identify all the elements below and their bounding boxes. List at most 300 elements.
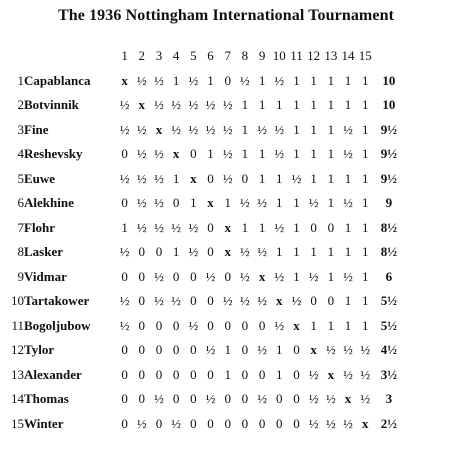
result-cell: 1	[293, 219, 300, 235]
result-cell: 1	[327, 268, 335, 284]
result-cell: 0	[258, 366, 266, 382]
player-name: Flohr	[24, 219, 56, 235]
result-cell: 0	[241, 391, 249, 407]
player-name: Euwe	[24, 170, 56, 186]
result-cell: 0	[172, 317, 180, 333]
result-cell: 0	[155, 342, 163, 358]
result-cell: 1	[172, 72, 180, 88]
result-cell: x	[258, 268, 266, 284]
result-cell: 0	[121, 146, 128, 162]
rank-cell: 6	[17, 195, 24, 211]
result-cell: 1	[344, 293, 352, 309]
result-cell: ½	[257, 244, 267, 260]
result-cell: 0	[293, 366, 300, 382]
result-cell: 1	[361, 97, 369, 113]
result-cell: 1	[276, 366, 283, 382]
result-cell: ½	[240, 293, 250, 309]
result-cell: 1	[344, 317, 352, 333]
result-cell: ½	[343, 366, 353, 382]
player-name: Capablanca	[24, 72, 91, 88]
result-cell: ½	[343, 195, 353, 211]
result-cell: 0	[276, 391, 283, 407]
result-cell: 0	[276, 415, 283, 431]
result-cell: 1	[344, 244, 352, 260]
result-cell: 1	[241, 121, 249, 137]
column-header: 7	[224, 48, 231, 64]
result-cell: 0	[241, 415, 249, 431]
result-cell: x	[310, 342, 317, 358]
column-header-row	[2, 44, 404, 69]
result-cell: ½	[274, 121, 285, 137]
result-cell: 0	[327, 293, 335, 309]
result-cell: ½	[119, 317, 130, 333]
rank-cell: 9	[17, 268, 24, 284]
result-cell: ½	[222, 121, 233, 137]
result-cell: ½	[136, 72, 147, 88]
total-score: 3	[385, 391, 393, 407]
result-cell: 1	[276, 244, 283, 260]
result-cell: ½	[154, 219, 164, 235]
result-cell: ½	[119, 121, 130, 137]
table-row	[2, 289, 404, 314]
result-cell: 1	[361, 268, 369, 284]
result-cell: ½	[154, 268, 164, 284]
result-cell: 0	[121, 415, 128, 431]
rank-cell: 15	[11, 415, 24, 431]
column-header: 12	[307, 48, 321, 64]
result-cell: 1	[121, 219, 128, 235]
result-cell: 1	[276, 170, 283, 186]
result-cell: 0	[293, 342, 300, 358]
result-cell: 1	[224, 342, 231, 358]
result-cell: 1	[241, 146, 249, 162]
result-cell: 0	[207, 415, 214, 431]
table-row	[2, 240, 404, 265]
result-cell: x	[327, 366, 335, 382]
result-cell: 1	[241, 97, 249, 113]
result-cell: 0	[224, 268, 231, 284]
result-cell: ½	[240, 72, 250, 88]
result-cell: 0	[121, 366, 128, 382]
total-score: 4½	[380, 342, 397, 358]
column-header: 13	[324, 48, 338, 64]
result-cell: ½	[222, 97, 233, 113]
result-cell: 0	[172, 391, 180, 407]
total-score: 3½	[380, 366, 397, 382]
table-row	[2, 387, 404, 412]
result-cell: 1	[258, 97, 266, 113]
result-cell: 1	[258, 146, 266, 162]
result-cell: ½	[136, 219, 147, 235]
player-name: Vidmar	[24, 268, 67, 284]
result-cell: ½	[171, 121, 182, 137]
rank-cell: 11	[11, 317, 24, 333]
result-cell: 1	[327, 146, 335, 162]
result-cell: 1	[258, 219, 266, 235]
column-header: 14	[341, 48, 355, 64]
result-cell: ½	[171, 415, 182, 431]
result-cell: 0	[138, 342, 146, 358]
result-cell: ½	[343, 415, 353, 431]
result-cell: 1	[361, 317, 369, 333]
result-cell: ½	[119, 170, 130, 186]
result-cell: ½	[240, 268, 250, 284]
result-cell: x	[224, 219, 231, 235]
result-cell: 1	[344, 72, 352, 88]
result-cell: 0	[155, 366, 163, 382]
result-cell: 0	[293, 391, 300, 407]
result-cell: 1	[258, 170, 266, 186]
table-row	[2, 363, 404, 388]
result-cell: 1	[293, 195, 300, 211]
result-cell: x	[121, 72, 128, 88]
result-cell: ½	[222, 170, 233, 186]
total-score: 10	[382, 72, 396, 88]
result-cell: 0	[224, 415, 231, 431]
result-cell: ½	[136, 146, 147, 162]
result-cell: ½	[343, 121, 353, 137]
result-cell: ½	[188, 219, 199, 235]
result-cell: ½	[343, 146, 353, 162]
result-cell: ½	[205, 391, 216, 407]
result-cell: 1	[172, 244, 180, 260]
result-cell: ½	[308, 366, 319, 382]
result-cell: ½	[188, 121, 199, 137]
result-cell: 0	[190, 342, 197, 358]
result-cell: 1	[327, 244, 335, 260]
player-name: Winter	[24, 415, 64, 431]
column-header: 15	[358, 48, 372, 64]
result-cell: 1	[327, 121, 335, 137]
result-cell: ½	[274, 146, 285, 162]
rank-cell: 2	[17, 97, 24, 113]
result-cell: 1	[224, 195, 231, 211]
result-cell: 0	[258, 415, 266, 431]
result-cell: 1	[327, 170, 335, 186]
result-cell: 0	[224, 391, 231, 407]
result-cell: ½	[171, 219, 182, 235]
result-cell: ½	[154, 146, 164, 162]
column-header: 6	[207, 48, 214, 64]
result-cell: ½	[274, 268, 285, 284]
result-cell: ½	[291, 293, 302, 309]
result-cell: 1	[276, 195, 283, 211]
total-score: 9½	[380, 121, 397, 137]
result-cell: ½	[171, 293, 182, 309]
column-header: 9	[258, 48, 266, 64]
column-header: 1	[121, 48, 128, 64]
result-cell: ½	[154, 293, 164, 309]
result-cell: ½	[360, 366, 371, 382]
result-cell: x	[344, 391, 352, 407]
result-cell: ½	[119, 244, 130, 260]
result-cell: 1	[344, 170, 352, 186]
result-cell: 0	[224, 72, 231, 88]
result-cell: 1	[293, 121, 300, 137]
result-cell: ½	[325, 342, 336, 358]
player-name: Reshevsky	[24, 146, 83, 162]
result-cell: ½	[136, 195, 147, 211]
table-row	[2, 142, 404, 167]
result-cell: 1	[344, 219, 352, 235]
result-cell: 0	[207, 244, 214, 260]
rank-cell: 14	[11, 391, 24, 407]
rank-cell: 3	[17, 121, 24, 137]
result-cell: ½	[119, 97, 130, 113]
result-cell: ½	[240, 195, 250, 211]
player-header	[24, 44, 116, 69]
result-cell: 1	[293, 268, 300, 284]
result-cell: ½	[308, 415, 319, 431]
result-cell: ½	[154, 391, 164, 407]
result-cell: ½	[188, 97, 199, 113]
result-cell: 0	[172, 195, 180, 211]
result-cell: x	[361, 415, 369, 431]
result-cell: 0	[207, 366, 214, 382]
result-cell: 0	[241, 170, 249, 186]
result-cell: 1	[310, 97, 317, 113]
result-cell: 1	[293, 97, 300, 113]
table-row	[2, 314, 404, 339]
result-cell: 0	[138, 317, 146, 333]
result-cell: x	[224, 244, 231, 260]
result-cell: ½	[222, 293, 233, 309]
result-cell: 1	[293, 146, 300, 162]
result-cell: ½	[188, 244, 199, 260]
total-score: 9½	[380, 170, 397, 186]
table-row	[2, 265, 404, 290]
result-cell: ½	[188, 72, 199, 88]
table-row	[2, 118, 404, 143]
rank-cell: 4	[17, 146, 24, 162]
result-cell: x	[293, 317, 300, 333]
result-cell: ½	[240, 244, 250, 260]
result-cell: 1	[224, 366, 231, 382]
table-row	[2, 216, 404, 241]
crosstable	[2, 44, 404, 436]
result-cell: ½	[205, 97, 216, 113]
table-row	[2, 338, 404, 363]
result-cell: ½	[205, 121, 216, 137]
result-cell: 0	[327, 219, 335, 235]
result-cell: ½	[205, 342, 216, 358]
result-cell: 0	[190, 146, 197, 162]
result-cell: ½	[154, 97, 164, 113]
table-body	[2, 69, 404, 437]
total-score: 10	[382, 97, 396, 113]
result-cell: 1	[293, 72, 300, 88]
result-cell: ½	[154, 72, 164, 88]
table-row	[2, 69, 404, 94]
result-cell: 0	[121, 342, 128, 358]
total-score: 9	[385, 195, 393, 211]
player-name: Thomas	[24, 391, 69, 407]
result-cell: 0	[224, 317, 231, 333]
result-cell: 1	[276, 342, 283, 358]
result-cell: 0	[138, 391, 146, 407]
result-cell: 1	[293, 244, 300, 260]
result-cell: 0	[207, 219, 214, 235]
result-cell: ½	[257, 195, 267, 211]
result-cell: 0	[172, 366, 180, 382]
result-cell: 1	[310, 72, 317, 88]
table-row	[2, 167, 404, 192]
result-cell: 1	[310, 170, 317, 186]
table-row	[2, 191, 404, 216]
result-cell: 1	[190, 195, 197, 211]
result-cell: 1	[327, 97, 335, 113]
result-cell: 0	[155, 317, 163, 333]
column-header: 8	[241, 48, 249, 64]
result-cell: x	[172, 146, 180, 162]
result-cell: x	[190, 170, 197, 186]
table-row	[2, 412, 404, 437]
result-cell: 0	[121, 391, 128, 407]
result-cell: 1	[310, 244, 317, 260]
result-cell: ½	[257, 293, 267, 309]
result-cell: 1	[361, 72, 369, 88]
result-cell: 1	[310, 146, 317, 162]
result-cell: 1	[327, 195, 335, 211]
result-cell: 1	[361, 244, 369, 260]
result-cell: ½	[205, 268, 216, 284]
result-cell: 1	[361, 121, 369, 137]
player-name: Botvinnik	[24, 97, 79, 113]
rank-cell: 7	[17, 219, 24, 235]
result-cell: x	[276, 293, 283, 309]
table-row	[2, 93, 404, 118]
result-cell: ½	[274, 317, 285, 333]
result-cell: ½	[222, 146, 233, 162]
result-cell: 0	[190, 391, 197, 407]
total-header	[374, 44, 404, 69]
column-header: 10	[272, 48, 286, 64]
column-header: 11	[290, 48, 303, 64]
result-cell: 1	[172, 170, 180, 186]
result-cell: 0	[190, 366, 197, 382]
result-cell: ½	[325, 391, 336, 407]
result-cell: 0	[121, 268, 128, 284]
result-cell: 0	[310, 293, 317, 309]
player-name: Alexander	[24, 366, 82, 382]
result-cell: ½	[154, 195, 164, 211]
result-cell: 1	[344, 97, 352, 113]
player-name: Lasker	[24, 244, 63, 260]
result-cell: 0	[138, 268, 146, 284]
total-score: 8½	[380, 244, 397, 260]
result-cell: 0	[207, 170, 214, 186]
result-cell: 0	[155, 415, 163, 431]
result-cell: 1	[241, 219, 249, 235]
result-cell: 0	[138, 293, 146, 309]
total-score: 2½	[380, 415, 397, 431]
column-header: 4	[172, 48, 180, 64]
result-cell: ½	[154, 170, 164, 186]
result-cell: ½	[257, 121, 267, 137]
rank-cell: 10	[11, 293, 24, 309]
column-header: 5	[190, 48, 197, 64]
result-cell: 0	[241, 317, 249, 333]
result-cell: ½	[257, 391, 267, 407]
result-cell: 0	[310, 219, 317, 235]
result-cell: 0	[121, 195, 128, 211]
player-name: Tylor	[24, 342, 55, 358]
result-cell: 1	[361, 195, 369, 211]
result-cell: ½	[136, 170, 147, 186]
column-header: 2	[138, 48, 146, 64]
result-cell: ½	[291, 170, 302, 186]
rank-cell: 5	[17, 170, 24, 186]
rank-cell: 1	[17, 72, 24, 88]
result-cell: ½	[119, 293, 130, 309]
result-cell: ½	[171, 97, 182, 113]
page-title: The 1936 Nottingham International Tournament	[58, 7, 394, 24]
rank-header	[2, 44, 24, 69]
result-cell: 0	[293, 415, 300, 431]
result-cell: 0	[241, 366, 249, 382]
player-name: Bogoljubow	[24, 317, 91, 333]
result-cell: 1	[327, 72, 335, 88]
result-cell: ½	[360, 391, 371, 407]
result-cell: x	[138, 97, 146, 113]
result-cell: ½	[136, 415, 147, 431]
result-cell: 0	[190, 293, 197, 309]
total-score: 5½	[380, 317, 397, 333]
total-score: 8½	[380, 219, 397, 235]
result-cell: 1	[207, 146, 214, 162]
result-cell: 0	[207, 293, 214, 309]
result-cell: 0	[258, 317, 266, 333]
result-cell: ½	[274, 219, 285, 235]
result-cell: ½	[188, 317, 199, 333]
result-cell: x	[155, 121, 163, 137]
player-name: Tartakower	[24, 293, 90, 309]
result-cell: ½	[343, 268, 353, 284]
result-cell: 1	[310, 317, 317, 333]
player-name: Fine	[24, 121, 49, 137]
rank-cell: 13	[11, 366, 24, 382]
result-cell: ½	[325, 415, 336, 431]
total-score: 9½	[380, 146, 397, 162]
result-cell: ½	[274, 72, 285, 88]
result-cell: ½	[308, 195, 319, 211]
result-cell: 1	[361, 170, 369, 186]
result-cell: 1	[327, 317, 335, 333]
total-score: 5½	[380, 293, 397, 309]
rank-cell: 12	[11, 342, 24, 358]
rank-cell: 8	[17, 244, 24, 260]
column-header: 3	[155, 48, 163, 64]
result-cell: 1	[361, 219, 369, 235]
result-cell: x	[207, 195, 214, 211]
result-cell: 0	[241, 342, 249, 358]
result-cell: 0	[172, 268, 180, 284]
result-cell: 1	[258, 72, 266, 88]
result-cell: ½	[136, 121, 147, 137]
player-name: Alekhine	[24, 195, 74, 211]
result-cell: 1	[361, 293, 369, 309]
result-cell: ½	[257, 342, 267, 358]
total-score: 6	[385, 268, 393, 284]
result-cell: 0	[172, 342, 180, 358]
result-cell: 0	[155, 244, 163, 260]
result-cell: ½	[360, 342, 371, 358]
result-cell: 0	[138, 244, 146, 260]
result-cell: ½	[343, 342, 353, 358]
result-cell: ½	[308, 391, 319, 407]
result-cell: 0	[207, 317, 214, 333]
result-cell: 1	[310, 121, 317, 137]
